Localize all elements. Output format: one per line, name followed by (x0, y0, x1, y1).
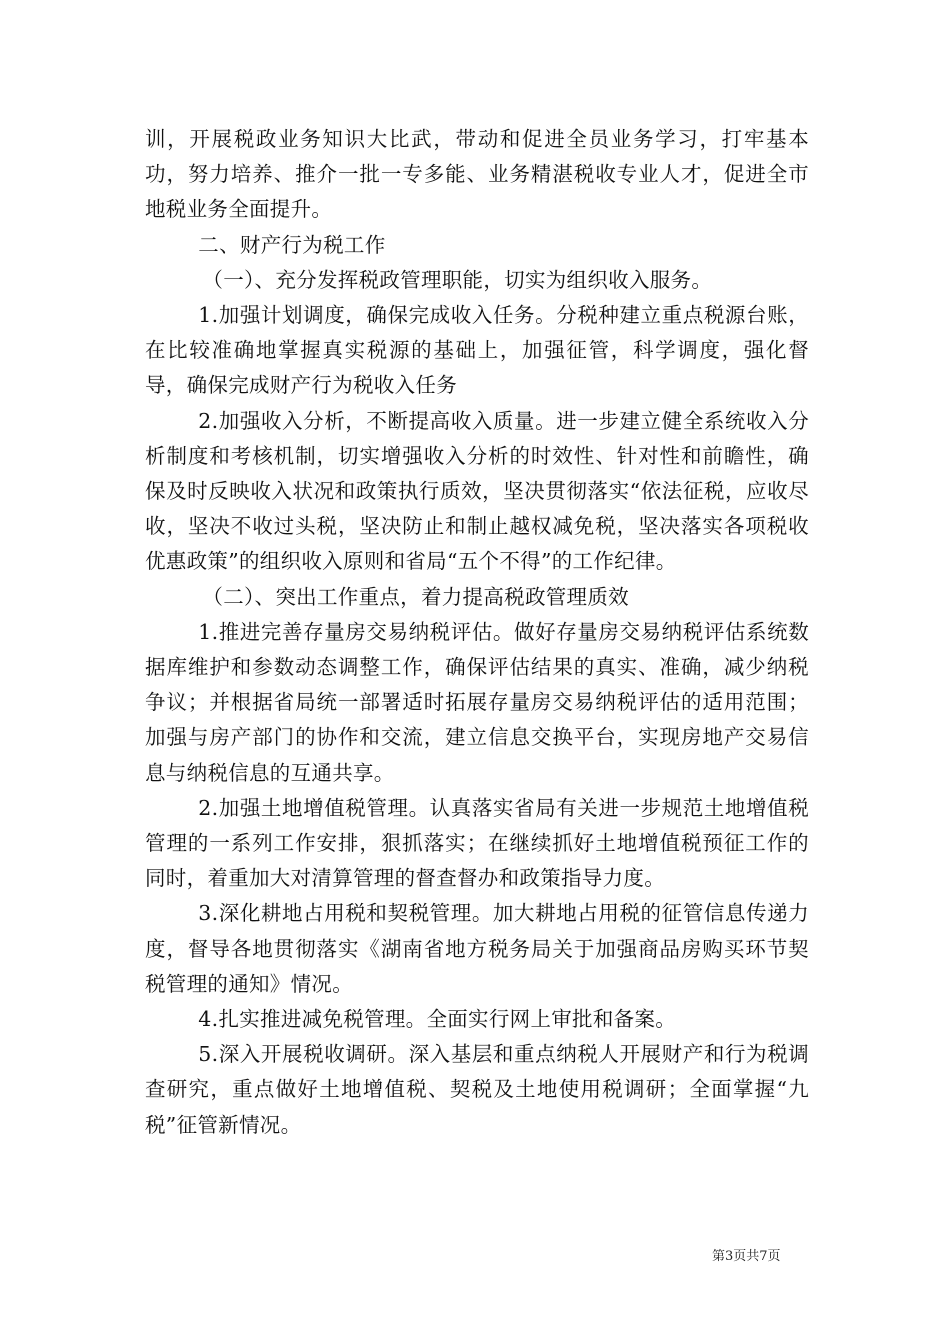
paragraph-farmland-deed-tax: 3.深化耕地占用税和契税管理。加大耕地占用税的征管信息传递力度，督导各地贯彻落实《湖南省地方税务局关于加强商品房购买环节契税管理的通知》情况。 (145, 901, 809, 996)
paragraph-land-value-added-tax: 2.加强土地增值税管理。认真落实省局有关进一步规范土地增值税管理的一系列工作安排，狠抓落实；在继续抓好土地增值税预征工作的同时，着重加大对清算管理的督查督办和政策指导力度。 (145, 795, 809, 891)
sub-heading-work-focus: （二）、突出工作重点，着力提高税政管理质效 (202, 584, 629, 609)
paragraph-housing-tax-assessment: 1.推进完善存量房交易纳税评估。做好存量房交易纳税评估系统数据库维护和参数动态调整工作，确保评估结果的真实、准确，减少纳税争议；并根据省局统一部署适时拓展存量房交易纳税评估的适用范围；加强与房产部门的协作和交流，建立信息交换平台，实现房地产交易信息与纳税信息的互通共享。 (145, 619, 809, 785)
page-number: 第3页共7页 (712, 1249, 781, 1264)
document-body (145, 122, 809, 1143)
paragraph-plan-scheduling: 1.加强计划调度，确保完成收入任务。分税种建立重点税源台账，在比较准确地掌握真实税源的基础上，加强征管，科学调度，强化督导，确保完成财产行为税收入任务 (145, 303, 809, 398)
paragraph-continuation: 训，开展税政业务知识大比武，带动和促进全员业务学习，打牢基本功，努力培养、推介一批一专多能、业务精湛税收专业人才，促进全市地税业务全面提升。 (145, 127, 809, 222)
paragraph-tax-exemption: 4.扎实推进减免税管理。全面实行网上审批和备案。 (198, 1007, 677, 1032)
sub-heading-tax-admin-function: （一）、充分发挥税政管理职能，切实为组织收入服务。 (202, 267, 713, 292)
paragraph-tax-research: 5.深入开展税收调研。深入基层和重点纳税人开展财产和行为税调查研究，重点做好土地增值税、契税及土地使用税调研；全面掌握“九税”征管新情况。 (145, 1042, 809, 1137)
section-heading-property-behavior-tax: 二、财产行为税工作 (198, 232, 386, 257)
paragraph-revenue-analysis: 2.加强收入分析，不断提高收入质量。进一步建立健全系统收入分析制度和考核机制，切实增强收入分析的时效性、针对性和前瞻性，确保及时反映收入状况和政策执行质效，坚决贯彻落实“依法征税，应收尽收，坚决不收过头税，坚决防止和制止越权减免税，坚决落实各项税收优惠政策”的组织收入原则和省局“五个不得”的工作纪律。 (145, 408, 809, 574)
